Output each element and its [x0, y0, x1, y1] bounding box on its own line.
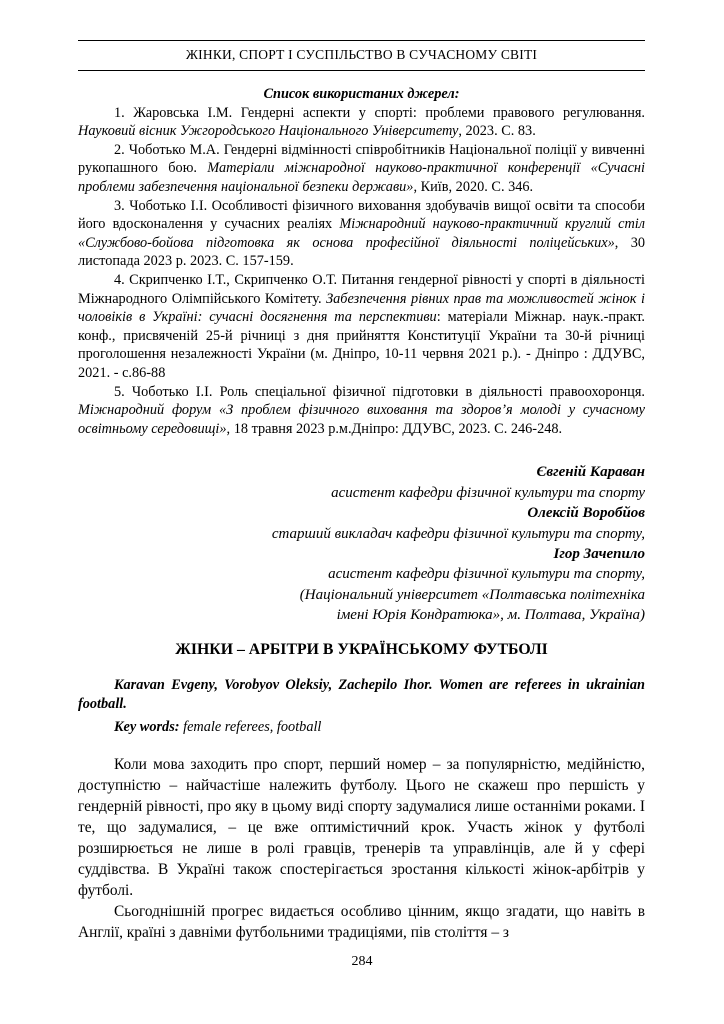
author-role: асистент кафедри фізичної культури та спорту: [331, 484, 645, 501]
authors-block: [78, 462, 645, 625]
article-title: ЖІНКИ – АРБІТРИ В УКРАЇНСЬКОМУ ФУТБОЛІ: [175, 640, 548, 658]
affiliation-line: імені Юрія Кондратюка», м. Полтава, Україна): [336, 607, 645, 624]
reference-item: 3. Чоботько І.І. Особливості фізичного виховання здобувачів вищої освіти та способи його вдосконалення у сучасних реаліях Міжнародний науково-практичний круглий стіл «Службово-бойова підготовка як основа професійної діяльності поліцейських», 30 листопада 2023 р. 2023. С. 157-159.: [78, 197, 645, 270]
author-name: Олексій Воробйов: [527, 505, 645, 522]
paragraph: Коли мова заходить про спорт, перший номер – за популярністю, медійністю, доступністю – найчастіше належить футболу. Цього не скажеш про першість у гендерній рівності, про яку в цьому виді спорту задумалися лише останніми роками. І те, що задумалися, – це вже оптимістичний крок. Участь жінок у футболі розширюється не лише в ролі гравців, тренерів та управлінців, але й у сфері суддівства. В Україні також спостерігається зростання кількості жінок-арбітрів у футболі.: [78, 755, 645, 899]
page-number: 284: [351, 954, 373, 969]
reference-item: 2. Чоботько М.А. Гендерні відмінності співробітників Національної поліції у вивченні рукопашного бою. Матеріали міжнародної науково-практичної конференції «Сучасні проблеми забезпечення національної безпеки держави», Київ, 2020. С. 346.: [78, 141, 646, 195]
reference-item: 5. Чоботько І.І. Роль спеціальної фізичної підготовки в діяльності правоохоронця. Міжнародний форум «З проблем фізичного виховання та здоров’я молоді у сучасному освітньому середовищі», 18 травня 2023 р.м.Дніпро: ДДУВС, 2023. С. 246-248.: [78, 383, 645, 437]
author-role: старший викладач кафедри фізичної культури та спорту,: [271, 525, 645, 542]
reference-item: 4. Скрипченко І.Т., Скрипченко О.Т. Питання гендерної рівності у спорті в діяльності Міжнародного Олімпійського Комітету. Забезпечення рівних прав та можливостей жінок і чоловіків в Україні: сучасні досягнення та перспективи: матеріали Міжнар. наук.-практ. конф., присвяченій 25-й річниці з дня прийняття Конституції України та 30-й річниці проголошення незалежності України (м. Дніпро, 10-11 червня 2021 р.). - Дніпро : ДДУВС, 2021. - с.86-88: [78, 271, 645, 381]
paragraph: Сьогоднішній прогрес видається особливо цінним, якщо згадати, що навіть в Англії, країні з давніми футбольними традиціями, пів століття – з: [78, 902, 645, 941]
reference-item: 1. Жаровська І.М. Гендерні аспекти у спорті: проблеми правового регулювання. Науковий вісник Ужгородського Національного Університету, 2023. С. 83.: [78, 104, 645, 140]
author-role: асистент кафедри фізичної культури та спорту,: [328, 566, 645, 583]
article-body: [78, 754, 645, 943]
author-name: Євгеній Караван: [536, 464, 645, 481]
references-heading: Список використаних джерел:: [263, 86, 460, 102]
author-name: Ігор Зачепило: [553, 545, 645, 562]
references-list: [78, 104, 645, 439]
article-keywords: Key words: female referees, football: [114, 719, 322, 736]
affiliation-line: (Національний університет «Полтавська політехніка: [299, 586, 645, 603]
article-abstract: Karavan Evgeny, Vorobyov Oleksiy, Zachepilo Ihor. Women are referees in ukrainian football.: [78, 676, 645, 712]
running-header: [78, 40, 645, 71]
running-header-text: ЖІНКИ, СПОРТ І СУСПІЛЬСТВО В СУЧАСНОМУ СВІТІ: [185, 47, 538, 62]
